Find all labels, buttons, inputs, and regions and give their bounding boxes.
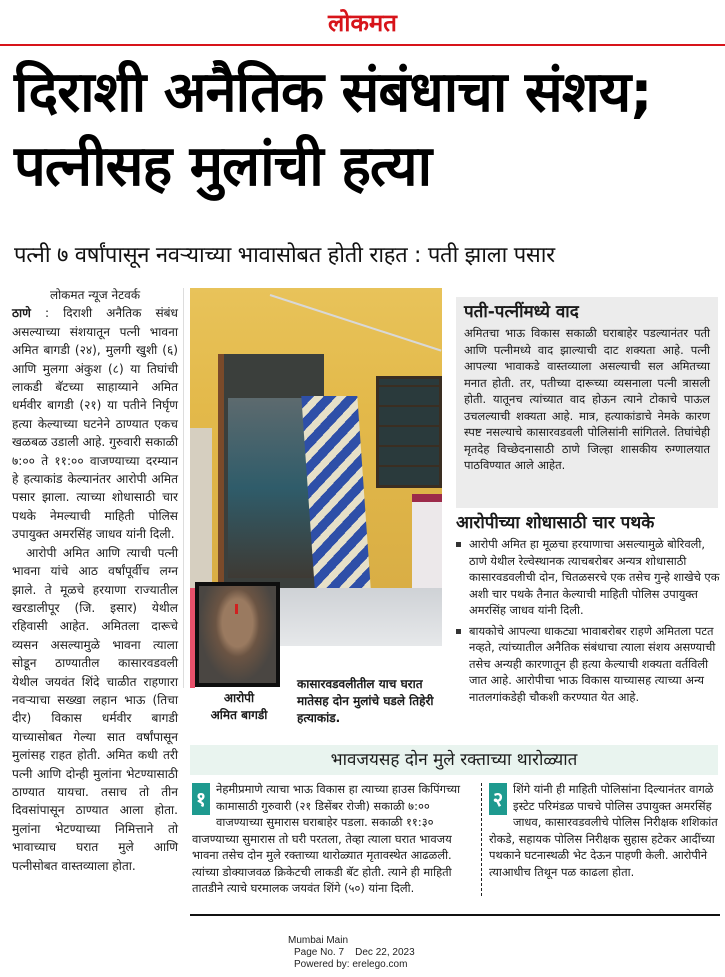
numbered-point-2 (489, 781, 721, 880)
section-band-title: भावजयसह दोन मुले रक्ताच्या थारोळ्यात (190, 745, 718, 775)
page-date: Page No. 7 Dec 22, 2023 (294, 947, 415, 958)
dateline: ठाणे (12, 306, 31, 321)
sidebox-body: अमितचा भाऊ विकास सकाळी घराबाहेर पडल्यानंतर पती आणि पत्नीमध्ये वाद झाल्याची दाट शक्यता आहे. पत्नी आपल्या भावाकडे वास्तव्याला असल्याची सल अमितच्या मनात होती. तर, पतीच्या दारूच्या व्यसनाला पत्नी त्रासली होती. यातूनच त्यांच्यात वाद होऊन त्याने टोकाचे पाऊल उचलल्याची शक्यता आहे. मात्र, हत्याकांडाचे नेमके कारण स्पष्ट नसल्याचे कासारवडवली पोलिसांनी सांगितले. तिघांचेही मृतदेह विच्छेदनासाठी ठाणे जिल्हा शासकीय रुग्णालयात पाठविण्यात आले आहेत. (464, 326, 710, 472)
lokmat-logo: लोकमत (328, 8, 397, 37)
number-badge: २ (489, 783, 507, 815)
portrait-caption (196, 690, 282, 724)
crime-scene-photo (190, 288, 442, 588)
police-officer (190, 428, 212, 588)
caption-line-1: आरोपी (223, 691, 255, 705)
search-teams-section (456, 512, 721, 709)
square-bullet-icon (456, 629, 461, 634)
edition-name: Mumbai Main (288, 935, 349, 946)
bullet-item (456, 623, 721, 706)
masthead (0, 0, 725, 46)
bullet-item (456, 536, 721, 619)
page-footer (288, 935, 415, 971)
wire-decoration (270, 294, 442, 352)
main-story-column (12, 286, 178, 875)
grilled-window (376, 376, 442, 488)
story-paragraph-1 (12, 304, 178, 543)
portrait-image (199, 586, 276, 683)
washing-machine (412, 494, 442, 588)
story-paragraph-2: आरोपी अमित आणि त्याची पत्नी भावना यांचे आठ वर्षांपूर्वीच लग्न झाले. ते मूळचे हरयाणा राज्यातील खरडालीपूर (जि. इसार) येथील रहिवासी आहेत. अमितला दारूचे व्यसन असल्यामुळे भावना त्याला सोडून ठाण्यातील कासारवडवली येथील जयवंत शिंदे चाळीत राहणारा नवऱ्याचा सख्खा लहान भाऊ (तिचा दीर) विकास धर्मवीर बागडी याच्यासोबत गेल्या सात वर्षांपासून मुलांसह राहत होती. अमित कधी तरी पत्नी आणि दोन्ही मुलांना भेटण्यासाठी ठाण्यात यायचा. तसाच तो तीन दिवसांपासून ठाण्यात आला होता. मुलांना भेटण्याच्या निमित्ताने तो भावाच्याच घरात मुले आणि पत्नीसोबत वास्तव्याला होता. (12, 545, 178, 873)
sidebox-title: पती-पत्नींमध्ये वाद (464, 302, 579, 322)
powered-by-link[interactable]: Powered by: erelego.com (294, 959, 408, 970)
number-badge: १ (192, 783, 210, 815)
accused-portrait (195, 582, 280, 687)
subheadline: पत्नी ७ वर्षांपासून नवऱ्याच्या भावासोबत होती राहत : पती झाला पसार (14, 243, 555, 268)
search-section-title: आरोपीच्या शोधासाठी चार पथके (456, 513, 655, 533)
masthead-rule (0, 44, 725, 46)
sidebox-dispute (456, 297, 718, 508)
bullet-text: बायकोचे आपल्या धाकट्या भावाबरोबर राहणे अमितला पटत नव्हते, त्यांच्यातील अनैतिक संबंधाचा त्याला संशय असण्याची तसेच अन्यही कारणातून ही हत्या केल्याची शक्यता वर्तविली जात आहे. आरोपीचा भाऊ विकास याच्यासह त्याच्या अन्य नातलगांकडेही चौकशी करण्यात येत आहे. (469, 623, 716, 704)
bullet-text: आरोपी अमित हा मूळचा हरयाणाचा असल्यामुळे बोरिवली, ठाणे येथील रेल्वेस्थानक त्याचबरोबर अन्यत्र शोधासाठी कासारवडवलीची दोन, चितळसरचे एक तसेच गुन्हे शाखेचे एक अशी चार पथके तैनात केल्याची माहिती पोलिस उपायुक्त अमरसिंह जाधव यांनी दिली. (469, 537, 720, 617)
headline: दिराशी अनैतिक संबंधाचा संशय; पत्नीसह मुलांची हत्या (14, 60, 652, 199)
numbered-text: शिंगे यांनी ही माहिती पोलिसांना दिल्यानंतर वागळे इस्टेट परिमंडळ पाचचे पोलिस उपायुक्त अमरसिंह जाधव, कासारवडवलीचे पोलिस निरीक्षक शशिकांत रोकडे, सहायक पोलिस निरीक्षक सुहास हटेकर आदींच्या पथकाने घटनास्थळी भेट देऊन पाहणी केली. आरोपीने त्याआधीच तिथून पळ काढला होता. (489, 782, 718, 879)
caption-line-2: अमित बागडी (210, 708, 268, 722)
bottom-rule (190, 914, 720, 916)
scene-caption: कासारवडवलीतील याच घरात मातेसह दोन मुलांचे घडले तिहेरी हत्याकांड. (297, 677, 434, 725)
dashed-divider (481, 783, 482, 896)
square-bullet-icon (456, 542, 461, 547)
byline: लोकमत न्यूज नेटवर्क (49, 288, 141, 302)
numbered-text: नेहमीप्रमाणे त्याचा भाऊ विकास हा त्याच्या हाउस किपिंगच्या कामासाठी गुरुवारी (२१ डिसेंबर रोजी) सकाळी ७:०० वाजण्याच्या सुमारास घराबाहेर पडला. सकाळी ११:३० वाजण्याच्या सुमारास तो घरी परतला, तेव्हा त्याला घरात भावजय भावना तसेच दोन मुले रक्ताच्या थारोळ्यात मृतावस्थेत आढळली. त्यांच्या डोक्याजवळ क्रिकेटची लाकडी बॅट होती. त्याने ही माहिती तातडीने त्याचे घरमालक जयवंत शिंगे (५०) यांना दिली. (192, 782, 461, 895)
column-divider (183, 288, 184, 688)
numbered-point-1 (192, 781, 472, 897)
floor-photo-area (280, 588, 442, 646)
story-text-1: : दिराशी अनैतिक संबंध असल्याच्या संशयातून पत्नी भावना अमित बागडी (२४), मुलगी खुशी (६) आणि मुलगा अंकुश (८) या तिघांची लाकडी बॅटच्या साहाय्याने अमित धर्मवीर बागडी (२१) या पतीने निर्घृण हत्या केल्याच्या घटनेने ठाण्यात एकच खळबळ उडाली आहे. गुरुवारी सकाळी ७:०० ते ११:०० वाजण्याच्या दरम्यान हे हत्याकांड केल्यानंतर आरोपी अमित पसार झाला. त्याच्या शोधासाठी चार पथके नेमल्याची माहिती पोलिस उपायुक्त अमरसिंह जाधव यांनी दिली. (12, 306, 178, 542)
